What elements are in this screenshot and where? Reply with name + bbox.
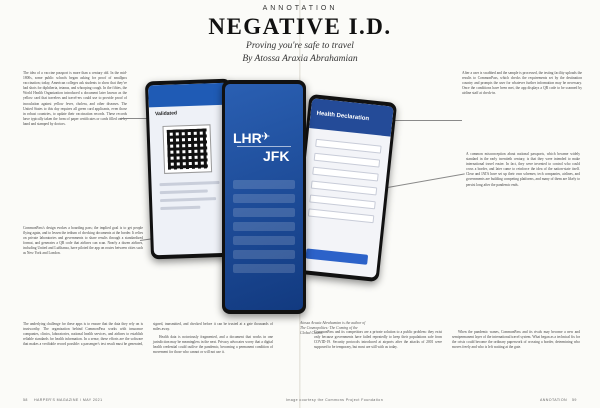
- info-card: [233, 264, 295, 273]
- info-card: [233, 250, 295, 259]
- app-screen-title: Health Declaration: [316, 110, 370, 123]
- body-column-6: [314, 330, 580, 392]
- origin-airport-code: LHR: [233, 130, 262, 146]
- body-column-4: [462, 71, 582, 143]
- form-field: [309, 194, 375, 209]
- form-field: [311, 181, 377, 196]
- author-caption: Atossa Araxia Abrahamian is the author of The Cosmopolites: The Coming of the Global Citizen.: [300, 321, 366, 335]
- annotation-leader-line: [382, 173, 465, 189]
- phone-health-declaration: [291, 94, 397, 282]
- image-credit: Image courtesy the Commons Project Foundation: [286, 398, 384, 402]
- body-column-2: [23, 226, 143, 306]
- form-field: [315, 139, 381, 154]
- body-paragraph: CommonPass and its competitors are a private solution to a public problem: they exist only because governments have failed repeatedly to keep their populations safe from COVID-19. Security protocols introduced at airports after the attacks of 2001 were supposed to be temporary, but most are still with us today.: [314, 330, 442, 350]
- article-headline: NEGATIVE I.D.: [208, 14, 392, 39]
- body-column-3: [23, 322, 273, 394]
- text-placeholder-line: [159, 181, 219, 186]
- info-card: [233, 222, 295, 231]
- app-header: [148, 83, 229, 108]
- info-card: [233, 180, 295, 189]
- page-number-right: 59: [572, 398, 577, 402]
- text-placeholder-line: [160, 197, 216, 202]
- annotation-leader-line: [386, 120, 462, 121]
- phone-screen: [225, 84, 303, 310]
- qr-code-icon: [164, 125, 212, 173]
- body-column-1: [23, 71, 127, 221]
- destination-airport-code: JFK: [263, 148, 290, 164]
- submit-button-graphic: [305, 248, 368, 264]
- body-paragraph: CommonPass's design evokes a boarding pass; the implied goal is to get people flying again, and to lessen the tedium of checking documents at the border. It relies on private laboratories and governments to share results through a standardized format, and generates a QR code that airlines can scan. Nearly a dozen airlines, including United and Lufthansa, have piloted the app on routes between cities such as New York and London.: [23, 226, 143, 256]
- body-paragraph: The underlying challenge for these apps is to ensure that the data they rely on is trustworthy. The organization behind CommonPass works with insurance companies, clinics, laboratories, national health services, and airlines to establish reliable standards for health information. In a sense, these efforts are the software that makes a verifiable record possible: a passenger's test result must be generated, signed, transmitted, and checked before it can be trusted at a gate thousands of miles away.: [23, 322, 273, 347]
- body-paragraph: A common misconception about national passports, which became widely standard in the early twentieth century, is that they were intended to make international travel easier. In fact, they were invented to control who could cross a border, and later came to reinforce the idea of the nation-state itself. Clear and IATA have set up their own schemes; tech companies, airlines, and governments are building competing platforms, and many of them are likely to persist long after the pandemic ends.: [466, 152, 580, 187]
- page-number-left: 58: [23, 398, 28, 402]
- text-placeholder-line: [160, 189, 208, 194]
- form-field: [308, 208, 374, 223]
- article-deck: Proving you're safe to travel: [246, 41, 354, 51]
- info-card: [233, 208, 295, 217]
- section-rubric: ANNOTATION: [262, 5, 338, 12]
- body-paragraph: After a user is swabbed and the sample is processed, the testing facility uploads the results to CommonPass, which checks the requirements set by the destination country and prompts the user for whatever further information may be necessary. Once the conditions have been met, the app displays a QR code to be scanned by airline staff at check-in.: [462, 71, 582, 96]
- section-folio: ANNOTATION: [540, 398, 568, 402]
- info-card: [233, 194, 295, 203]
- phone-boarding-pass: [222, 80, 306, 314]
- route-divider: [237, 146, 291, 147]
- magazine-folio: HARPER'S MAGAZINE / MAY 2021: [34, 398, 103, 402]
- info-card: [233, 236, 295, 245]
- app-screen-title: Validated: [154, 110, 178, 118]
- body-paragraph: When the pandemic wanes, CommonPass and its rivals may become a new and semipermanent layer of the international travel system. What began as a technical fix for the crisis could become the ordinary paperwork of crossing a border, determining who moves freely and who is left waiting at the gate.: [452, 330, 580, 350]
- phone-screen: [294, 98, 394, 278]
- body-paragraph: The idea of a vaccine passport is more than a century old. In the mid-1800s, some public schools began asking for proof of smallpox vaccination; today, American colleges ask students to show that they've had shots for diphtheria, tetanus, and whooping cough. In the fifties, the World Health Organization introduced a document later known as the yellow card that travelers and travel-ers could use to provide proof of inoculation against yellow fever, cholera, and other diseases. The United States to this day requires all green card applicants, even those in robust countries, to update their vaccination records. These records have typically taken the form of paper certificates or cards filled out by hand and stamped by doctors.: [23, 71, 127, 126]
- form-field: [312, 167, 378, 182]
- form-field: [314, 153, 380, 168]
- airplane-icon: ✈: [261, 131, 271, 143]
- body-column-5: [466, 152, 580, 248]
- text-placeholder-line: [160, 206, 200, 210]
- body-paragraph: Health data is notoriously fragmented, and a document that works in one jurisdiction may be meaningless in the next. Privacy advocates worry that a digital health credential could outlive the pandemic, becoming a permanent condition of movement for those who cannot or will not use it.: [153, 335, 273, 355]
- article-byline: By Atossa Araxia Abrahamian: [242, 54, 358, 64]
